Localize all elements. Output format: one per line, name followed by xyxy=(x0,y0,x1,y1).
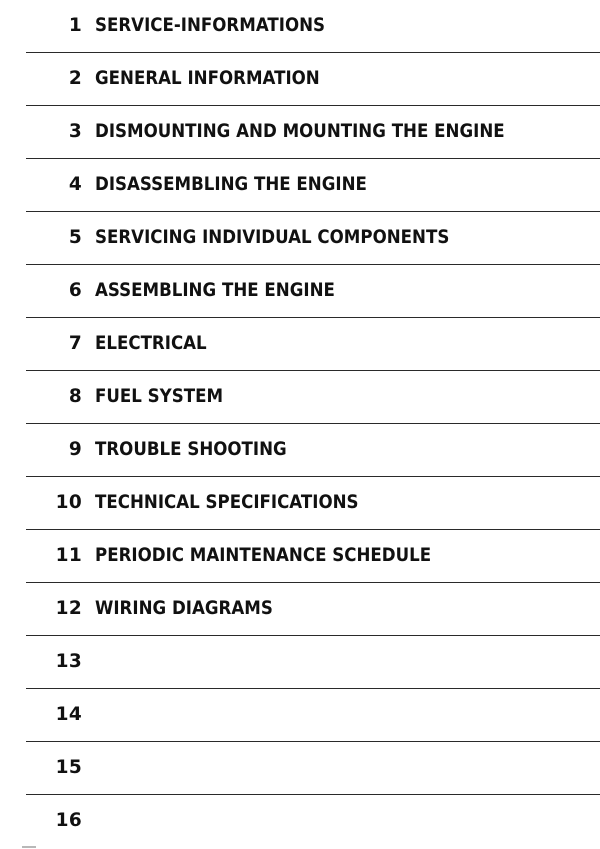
chapter-row-3[interactable] xyxy=(26,106,600,159)
chapter-row-2[interactable] xyxy=(26,53,600,106)
chapter-row-6[interactable] xyxy=(26,265,600,318)
chapter-row-15[interactable] xyxy=(26,742,600,795)
chapter-row-10[interactable] xyxy=(26,477,600,530)
chapter-number: 6 xyxy=(68,280,82,301)
chapter-title: ASSEMBLING THE ENGINE xyxy=(95,280,335,301)
chapter-title: TECHNICAL SPECIFICATIONS xyxy=(95,492,359,513)
chapter-number: 1 xyxy=(68,15,82,36)
chapter-number: 14 xyxy=(55,704,82,725)
chapter-title: PERIODIC MAINTENANCE SCHEDULE xyxy=(95,545,432,566)
chapter-number: 11 xyxy=(55,545,82,566)
chapter-title: ELECTRICAL xyxy=(95,333,207,354)
chapter-row-13[interactable] xyxy=(26,636,600,689)
chapter-row-9[interactable] xyxy=(26,424,600,477)
chapter-number: 2 xyxy=(68,68,82,89)
chapter-number: 9 xyxy=(68,439,82,460)
chapter-number: 5 xyxy=(68,227,82,248)
chapter-title: WIRING DIAGRAMS xyxy=(95,598,273,619)
chapter-title: DISMOUNTING AND MOUNTING THE ENGINE xyxy=(95,121,505,142)
chapter-title: TROUBLE SHOOTING xyxy=(95,439,287,460)
chapter-number: 15 xyxy=(55,757,82,778)
chapter-title: DISASSEMBLING THE ENGINE xyxy=(95,174,367,195)
chapter-row-7[interactable] xyxy=(26,318,600,371)
chapter-title: SERVICE-INFORMATIONS xyxy=(95,15,326,36)
chapter-number: 12 xyxy=(55,598,82,619)
chapter-row-14[interactable] xyxy=(26,689,600,742)
chapter-title: GENERAL INFORMATION xyxy=(95,68,320,89)
chapter-row-8[interactable] xyxy=(26,371,600,424)
chapter-row-4[interactable] xyxy=(26,159,600,212)
chapter-number: 7 xyxy=(68,333,82,354)
chapter-row-11[interactable] xyxy=(26,530,600,583)
chapter-number: 3 xyxy=(68,121,82,142)
chapter-row-16[interactable] xyxy=(26,795,600,848)
chapter-title: SERVICING INDIVIDUAL COMPONENTS xyxy=(95,227,450,248)
chapter-number: 16 xyxy=(55,810,82,831)
chapter-number: 4 xyxy=(68,174,82,195)
chapter-row-5[interactable] xyxy=(26,212,600,265)
chapter-number: 8 xyxy=(68,386,82,407)
chapter-row-1[interactable] xyxy=(26,0,600,53)
chapter-row-12[interactable] xyxy=(26,583,600,636)
page-corner-mark xyxy=(22,846,36,848)
chapter-number: 13 xyxy=(55,651,82,672)
chapter-number: 10 xyxy=(55,492,82,513)
chapter-title: FUEL SYSTEM xyxy=(95,386,224,407)
